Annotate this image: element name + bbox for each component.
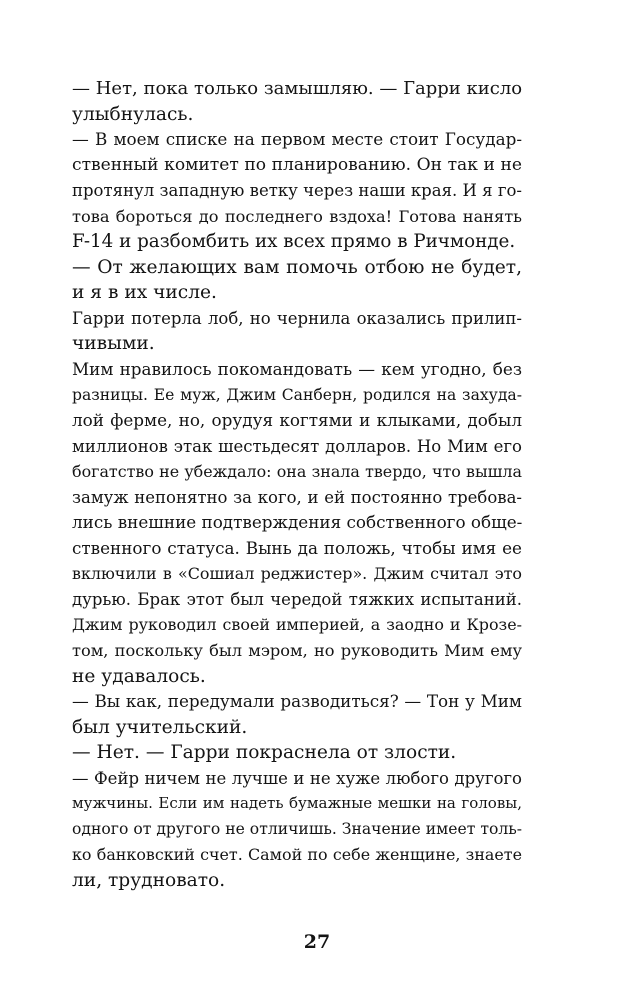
text-line: мужчины. Если им надеть бумажные мешки на головы, [72, 794, 522, 813]
text-line: был учительский. [72, 716, 248, 738]
text-line: Джим руководил своей империей, а заодно и Крозе- [72, 615, 522, 635]
text-line: — Фейр ничем не лучше и не хуже любого другого [72, 768, 522, 788]
text-line: Мим нравилось покомандовать — кем угодно, без [72, 359, 522, 380]
text-line: том, поскольку был мэром, но руководить Мим ему [72, 641, 522, 661]
text-line: ко банковский счет. Самой по себе женщине, знаете [72, 845, 522, 865]
body-text [72, 76, 522, 894]
text-line: одного от другого не отличишь. Значение имеет толь- [72, 819, 522, 838]
page-number: 27 [303, 931, 331, 953]
text-line: F-14 и разбомбить их всех прямо в Ричмонде. [72, 231, 516, 253]
text-line: разницы. Ее муж, Джим Санберн, родился на захуда- [72, 385, 522, 404]
text-line: ли, трудновато. [72, 869, 226, 891]
text-line: — Нет, пока только замышляю. — Гарри кисло [72, 78, 523, 99]
text-line: протянул западную ветку через наши края. И я го- [72, 181, 522, 201]
text-line: миллионов этак шестьдесят долларов. Но Мим его [72, 436, 522, 456]
text-line: — В моем списке на первом месте стоит Государ- [72, 129, 522, 150]
text-line: лись внешние подтверждения собственного обще- [72, 512, 523, 533]
text-line: Гарри потерла лоб, но чернила оказались прилип- [72, 308, 522, 328]
text-line: — Вы как, передумали разводиться? — Тон у Мим [72, 691, 522, 712]
text-line: не удавалось. [72, 665, 206, 687]
text-line: чивыми. [72, 333, 155, 355]
text-line: замуж непонятно за кого, и ей постоянно требова- [72, 487, 522, 507]
text-line: дурью. Брак этот был чередой тяжких испытаний. [72, 589, 522, 609]
text-line: включили в «Сошиал реджистер». Джим считал это [72, 564, 522, 584]
text-line: и я в их числе. [72, 282, 217, 304]
text-line: това бороться до последнего вздоха! Готова нанять [72, 206, 522, 226]
text-line: богатство не убеждало: она знала твердо, что вышла [72, 462, 522, 482]
text-line: ственного статуса. Вынь да положь, чтобы имя ее [72, 537, 522, 558]
text-line: ственный комитет по планированию. Он так и не [72, 154, 522, 175]
text-line: — От желающих вам помочь отбою не будет, [72, 256, 522, 278]
text-line: лой ферме, но, орудуя когтями и клыками, добыл [72, 410, 522, 431]
text-line: — Нет. — Гарри покраснела от злости. [72, 742, 457, 764]
text-line: улыбнулась. [72, 103, 194, 125]
